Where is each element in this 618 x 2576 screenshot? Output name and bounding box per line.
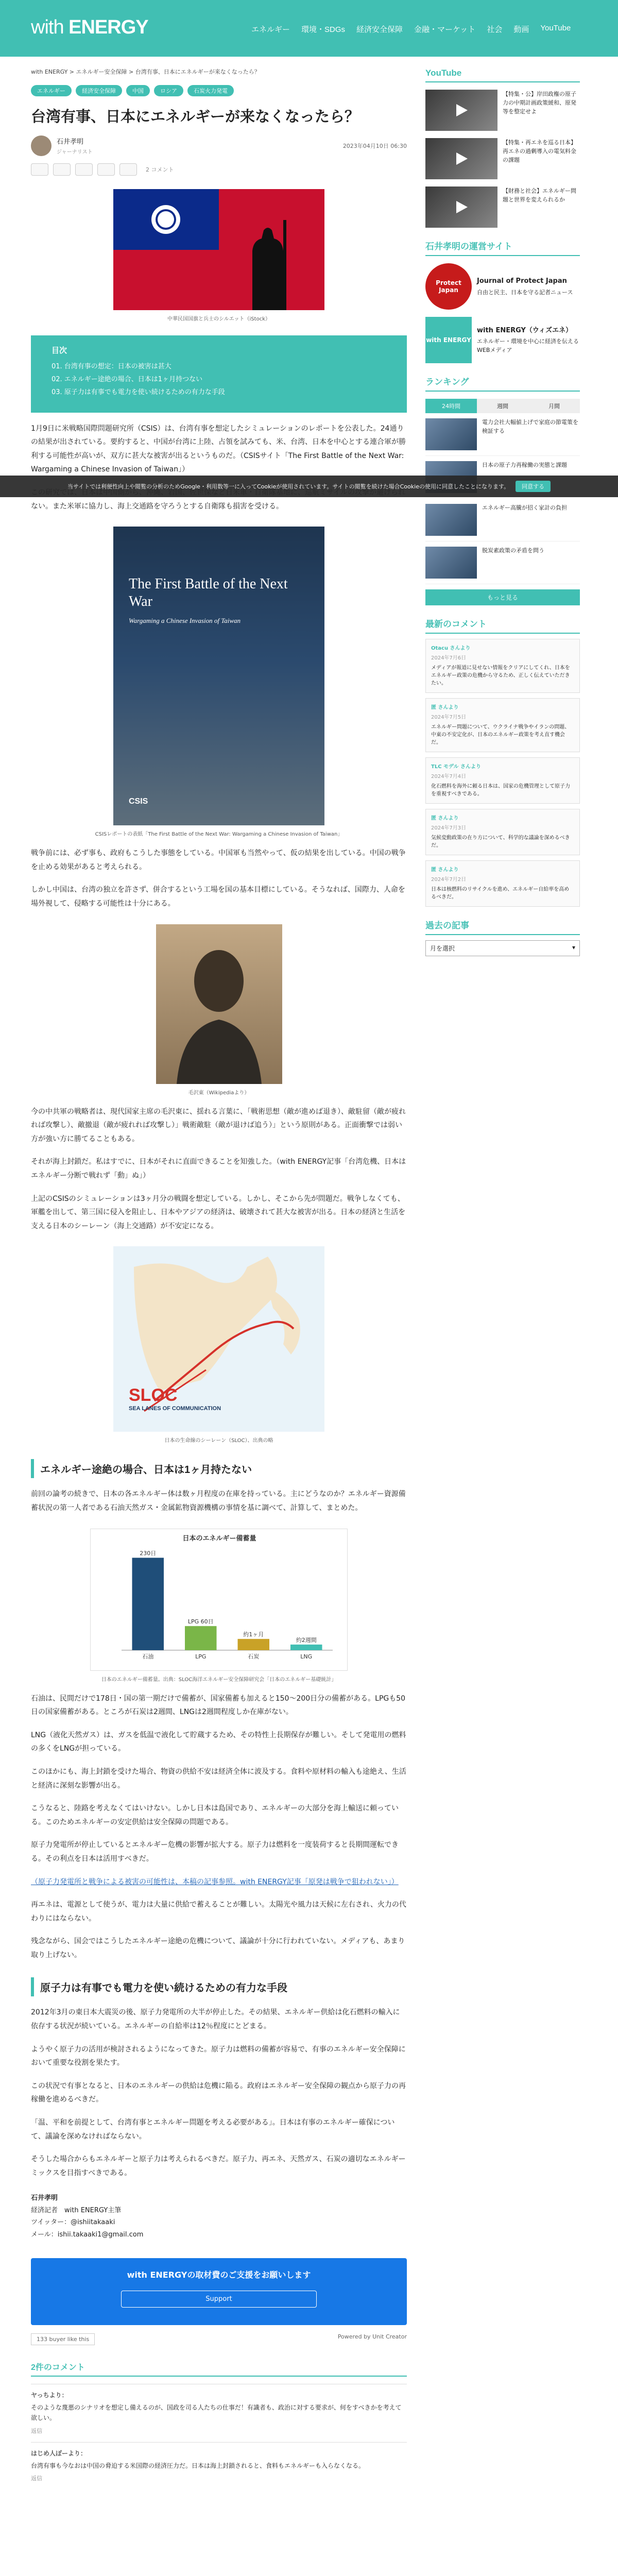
chart-bar xyxy=(132,1557,164,1650)
chart-tick-label: 石炭 xyxy=(248,1653,260,1660)
ranking-heading: ランキング xyxy=(425,375,580,392)
csis-logo: CSIS xyxy=(129,797,148,806)
archive-select[interactable] xyxy=(425,940,580,956)
video-title[interactable]: 【特集・再エネを巡る日本】再エネの過剰導入の電気料金の課題 xyxy=(503,139,576,164)
paragraph: こうなると、陸路を考えなくてはいけない。しかし日本は島国であり、エネルギーの大部分を海上輸送に頼っている。このためエネルギーの安定供給は安全保障の問題である。 xyxy=(31,1804,399,1826)
author-row xyxy=(31,135,407,156)
video-thumbnail[interactable] xyxy=(425,187,497,228)
site-desc: エネルギー・環境を中心に経済を伝えるWEBメディア xyxy=(477,338,579,353)
tag-list xyxy=(31,85,407,96)
comment-text: 化石燃料を海外に頼る日本は、国家の危機管理として原子力を重視すべきである。 xyxy=(431,784,570,797)
video-item[interactable] xyxy=(425,187,580,228)
site-item[interactable] xyxy=(425,317,580,363)
sidebar xyxy=(425,68,580,1201)
comment xyxy=(31,2384,407,2435)
toc-title: 目次 xyxy=(52,345,67,355)
paragraph: 上記のCSISのシミュレーションは3ヶ月分の戦闘を想定している。しかし、そこから先が問題だ。戦争しなくても、軍艦を出して、第三国に侵入を阻止し、日本やアジアの経済は、破壊されて甚大な被害が出る。日本の経済と生活を支える日本のシーレーン（海上交通路）が不安定になる。 xyxy=(31,1194,406,1230)
paragraph: 再エネは、電源として使うが、電力は大量に供給で蓄えることが難しい。太陽光や風力は天候に左右され、火力の代わりにはならない。 xyxy=(31,1901,406,1923)
chart-data-label: 約1ヶ月 xyxy=(243,1631,264,1638)
comment-author[interactable]: 匿 さんより xyxy=(431,816,459,821)
author-block-name: 石井孝明 xyxy=(31,2194,58,2202)
breadcrumb[interactable]: with ENERGY > エネルギー安全保障 > 台湾有事、日本にエネルギーが来なくなったら？ xyxy=(31,69,260,75)
sites-heading: 石井孝明の運営サイト xyxy=(425,239,580,256)
video-title[interactable]: 【財務と社会】エネルギー問題と世界を変えられるか xyxy=(503,188,576,204)
comment-date: 2024年7月5日 xyxy=(431,715,467,720)
ranking-item[interactable] xyxy=(425,499,580,541)
paragraph: 原子力発電所が停止しているとエネルギー危機の影響が拡大する。原子力は燃料を一度装荷すると長期間運転できる。その利点を日本は活用すべきだ。 xyxy=(31,1841,399,1863)
site-logo[interactable] xyxy=(31,16,148,39)
paragraph: それが海上封鎖だ。私はすでに、日本がそれに直面できることを知強した。（with ENERGY記事「台湾危機、日本はエネルギー分断で戦れず「動」ぬ」） xyxy=(31,1158,406,1180)
tag[interactable]: 石炭火力発電 xyxy=(187,85,234,96)
archive-heading: 過去の記事 xyxy=(425,918,580,935)
ranking-more-button[interactable]: もっと見る xyxy=(425,589,580,605)
comment-text: 台湾有事も今なおは中国の脅迫する米国際の経済圧力だ。日本は海上封鎖されると、食料もエネルギーも入らなくなる。 xyxy=(31,2462,365,2469)
portrait-silhouette xyxy=(156,924,282,1084)
recent-comment[interactable] xyxy=(425,757,580,804)
comment-author[interactable]: TLC モデル さんより xyxy=(431,764,481,770)
flag-image xyxy=(113,189,324,310)
paragraph: 1月9日に米戦略国際問題研究所（CSIS）は、台湾有事を想定したシミュレーションのレポートを公表した。24通りの結果が出されている。要約すると、中国が台湾に上陸、占領を試みても、米、台湾、日本を中心とする連合軍が勝利する可能性が高いが、双方に甚大な被害が出るというものだ。（CSISサイト「The First Battle of the Next War: Wargaming a Chinese Invasion of Taiwan」） xyxy=(31,424,406,474)
nav-youtube[interactable]: YouTube xyxy=(540,24,571,32)
chart-tick-label: LNG xyxy=(300,1653,313,1660)
site-name[interactable]: with ENERGY（ウィズエネ） xyxy=(477,326,573,334)
book-figure xyxy=(31,527,407,837)
archive-select-value: 月を選択 xyxy=(430,945,455,952)
comments-heading: 2件のコメント xyxy=(31,2361,407,2377)
paragraph: 残念ながら、国会ではこうしたエネルギー途絶の危機について、議論が十分に行われていない。メディアも、あまり取り上げない。 xyxy=(31,1937,405,1959)
chart-figure xyxy=(31,1529,407,1683)
ranking-thumbnail[interactable] xyxy=(425,418,477,450)
article-title: 台湾有事、日本にエネルギーが来なくなったら？ xyxy=(31,109,360,125)
video-item[interactable] xyxy=(425,90,580,131)
map-title: SLOC xyxy=(129,1385,178,1405)
reserve-chart xyxy=(90,1529,348,1671)
share-hatena-button[interactable] xyxy=(75,163,93,176)
publish-date: 2023年04月10日 06:30 xyxy=(342,142,407,149)
comment-text: 気候変動政策の在り方について、科学的な議論を深めるべきだ。 xyxy=(431,835,570,849)
chart-tick-label: 石油 xyxy=(142,1653,154,1660)
comment-author: はじめ人ぽーより： xyxy=(31,2449,87,2457)
paragraph: 戦争前には、必ず事も、政府もこうした事態をしている。中国軍も当然やって、仮の結果を出している。中国の戦争を止める効果があると考えられる。 xyxy=(31,849,406,871)
article-main xyxy=(31,85,407,2576)
video-item[interactable] xyxy=(425,138,580,179)
reply-link[interactable]: 返信 xyxy=(31,2475,42,2482)
video-thumbnail[interactable] xyxy=(425,90,497,131)
tag[interactable]: エネルギー xyxy=(31,85,72,96)
with-energy-logo[interactable]: with ENERGY xyxy=(425,317,472,363)
map-subtitle: SEA LANES OF COMMUNICATION xyxy=(129,1405,221,1412)
cookie-accept-button[interactable]: 同意する xyxy=(516,481,551,492)
paragraph: ない。また米軍に協力し、海上交通路を守ろうとする自衛隊も損害を受ける。 xyxy=(31,502,283,511)
author-avatar[interactable] xyxy=(31,135,52,156)
paragraph: 前回の論考の続きで、日本の各エネルギー体は数ヶ月程度の在庫を持っている。主にどうなのか？エネルギー資源備蓄状況の第一人者である石油天然ガス・金属鉱物資源機構の事情を基に調べて、計算して、まとめた。 xyxy=(31,1490,406,1512)
section-heading: 原子力は有事でも電力を使い続けるための有力な手段 xyxy=(31,1977,407,1996)
powered-by: Powered by Unit Creator xyxy=(337,2333,407,2340)
recent-comment[interactable] xyxy=(425,698,580,752)
chart-data-label: 約2週間 xyxy=(296,1636,317,1643)
nav-security[interactable]: 経済安全保障 xyxy=(356,25,403,34)
site-header xyxy=(0,0,618,57)
comment-text: エネルギー問題について、ウクライナ戦争やイランの問題、中東の不安定化が、日本のエネルギー政策を考え直す機会だ。 xyxy=(431,724,570,745)
author-block-line[interactable]: メール：ishii.takaaki1@gmail.com xyxy=(31,2230,144,2239)
ranking-item[interactable] xyxy=(425,541,580,584)
chart-bar xyxy=(238,1639,270,1650)
comment-date: 2024年7月3日 xyxy=(431,825,467,831)
paragraph-link[interactable]: （原子力発電所と戦争による被害の可能性は、本稿の記事参照。with ENERGY記事「原発は戦争で狙われない」） xyxy=(31,1877,399,1886)
cookie-banner xyxy=(0,476,618,497)
share-bar xyxy=(31,163,407,176)
book-cover-image xyxy=(113,527,324,825)
like-row xyxy=(31,2333,407,2345)
flag-caption: 中華民国国旗と兵士のシルエット（iStock） xyxy=(167,316,270,322)
site-item[interactable] xyxy=(425,263,580,310)
support-banner xyxy=(31,2258,407,2325)
ranking-title[interactable]: 脱炭素政策の矛盾を問う xyxy=(482,547,544,554)
nav-environment[interactable]: 環境・SDGs xyxy=(301,25,346,34)
paragraph: このほかにも、海上封鎖を受けた場合、物資の供給不安は経済全体に波及する。食料や原材料の輸入も途絶え、生活と経済に深刻な影響が出る。 xyxy=(31,1767,406,1790)
chart-tick-label: LPG xyxy=(195,1653,207,1660)
chart-caption: 日本のエネルギー備蓄量。出典：SLOC海洋エネルギー安全保障研究会「日本のエネルギー基礎統計」 xyxy=(101,1676,337,1683)
comment-author[interactable]: Otacu さんより xyxy=(431,646,471,651)
book-title: The First Battle of the Next War xyxy=(129,576,288,609)
paragraph: しかし中国は、台湾の独立を許さず、併合するという工場を国の基本目標にしている。そうなれば、国際力、人命を場外視して、侵略する可能性は十分にある。 xyxy=(31,886,405,908)
chart-title: 日本のエネルギー備蓄量 xyxy=(182,1534,256,1543)
tab-weekly[interactable]: 週間 xyxy=(477,399,528,413)
paragraph: 2012年3月の東日本大震災の後、原子力発電所の大半が停止した。その結果、エネルギー供給は化石燃料の輸入に依存する状況が続いている。エネルギーの自給率は12％程度にとどまる。 xyxy=(31,2008,400,2031)
recent-comments-heading: 最新のコメント xyxy=(425,617,580,634)
share-line-button[interactable] xyxy=(97,163,115,176)
paragraph: この状況で有事となると、日本のエネルギーの供給は危機に陥る。政府はエネルギー安全保障の観点から原子力の再稼働を進めるべきだ。 xyxy=(31,2081,406,2104)
like-button[interactable]: 133 buyer like this xyxy=(31,2333,95,2345)
chart-data-label: LPG 60日 xyxy=(187,1618,214,1625)
sloc-map-image xyxy=(113,1246,324,1432)
flag-illustration xyxy=(113,189,324,310)
ranking-thumbnail[interactable] xyxy=(425,504,477,536)
mao-caption: 毛沢東（Wikipediaより） xyxy=(188,1090,250,1096)
nav-finance[interactable]: 金融・マーケット xyxy=(414,25,476,34)
share-x-button[interactable] xyxy=(31,163,48,176)
logo-main: ENERGY xyxy=(68,16,148,38)
map-caption: 日本の生命線のシーレーン（SLOC）、出典の略 xyxy=(164,1438,273,1444)
chart-data-label: 230日 xyxy=(140,1550,157,1557)
cookie-text: 当サイトでは利便性向上や閲覧の分析のためGoogle・利用数等一に入ってCookieが使用されています。サイトの閲覧を続けた場合Cookieの使用に同意したことになります。 xyxy=(67,483,510,490)
paragraph: 「温、平和を前提として、台湾有事とエネルギー問題を考える必要がある」。日本は有事のエネルギー確保について、議論を深めなければならない。 xyxy=(31,2119,395,2141)
section-heading: エネルギー途絶の場合、日本は1ヶ月持たない xyxy=(31,1459,407,1478)
reserve-chart-svg xyxy=(91,1529,348,1668)
chart-bar xyxy=(290,1645,322,1650)
comment-date: 2024年7月6日 xyxy=(431,655,467,661)
chart-bar xyxy=(185,1626,217,1650)
book-caption: CSISレポートの表紙「The First Battle of the Next War: Wargaming a Chinese Invasion of Taiwan」 xyxy=(95,832,343,838)
mao-figure xyxy=(31,924,407,1096)
author-block-line[interactable]: ツイッター：@ishiitakaaki xyxy=(31,2218,115,2227)
ranking-title[interactable]: エネルギー高騰が招く家計の負担 xyxy=(482,504,567,511)
video-thumbnail[interactable] xyxy=(425,138,497,179)
site-name[interactable]: Journal of Protect Japan xyxy=(477,277,567,285)
mao-portrait-image xyxy=(156,924,282,1084)
comment-author[interactable]: 匿 さんより xyxy=(431,867,459,873)
protect-japan-logo[interactable]: Protect Japan xyxy=(425,263,472,310)
youtube-heading: YouTube xyxy=(425,68,580,82)
comment-date: 2024年7月2日 xyxy=(431,877,467,883)
nav-video[interactable]: 動画 xyxy=(513,25,529,34)
support-button[interactable]: Support xyxy=(121,2291,317,2308)
ranking-title[interactable]: 日本の原子力再稼働の実態と課題 xyxy=(482,462,567,468)
recent-comment[interactable] xyxy=(425,639,580,693)
tag[interactable]: ロシア xyxy=(154,85,183,96)
paragraph: ようやく原子力の活用が検討されるようになってきた。原子力は燃料の備蓄が容易で、有事のエネルギー安全保障において重要な役割を果たす。 xyxy=(31,2045,406,2067)
author-role: ジャーナリスト xyxy=(57,149,93,156)
toc-item[interactable]: 01. 台湾有事の想定：日本の被害は甚大 xyxy=(52,362,171,370)
author-name[interactable]: 石井孝明 xyxy=(57,138,84,146)
tag[interactable]: 経済安全保障 xyxy=(76,85,122,96)
toc-item[interactable]: 02. エネルギー途絶の場合、日本は1ヶ月持つない xyxy=(52,375,203,383)
nav-energy[interactable]: エネルギー xyxy=(251,25,290,34)
author-block-line: 経済記者 with ENERGY主筆 xyxy=(31,2206,122,2214)
author-block xyxy=(31,2192,407,2241)
recent-comment[interactable] xyxy=(425,809,580,855)
logo-prefix: with xyxy=(31,16,64,38)
paragraph: 今の中共軍の戦略者は、現代国家主席の毛沢東に、揺れる言葉に、「戦術思想（敵が進めば退き）、敵駐留（敵が疲れれば攻撃し）、敵撤退（敵が疲れれば攻撃し）」戦術敵駐（敵が退けば追う）」という原則がある。正面衝撃では弱い方が強い方に勝てることもある。 xyxy=(31,1107,406,1143)
site-desc: 自由と民主、日本を守る記者ニュース xyxy=(477,289,573,296)
ranking-thumbnail[interactable] xyxy=(425,547,477,579)
ranking-item[interactable] xyxy=(425,413,580,456)
paragraph: そうした場合からもエネルギーと原子力は考えられるべきだ。原子力、再エネ、天然ガス、石炭の適切なエネルギーミックスを目指すべきである。 xyxy=(31,2155,406,2177)
recent-comment[interactable] xyxy=(425,860,580,907)
comment-count-link[interactable]: 2 コメント xyxy=(146,166,174,173)
toc-item[interactable]: 03. 原子力は有事でも電力を使い続けるための有力な手段 xyxy=(52,388,225,396)
paragraph: LNG（液化天然ガス）は、ガスを低温で液化して貯蔵するため、その特性上長期保存が難しい。そして発電用の燃料の多くをLNGが担っている。 xyxy=(31,1731,406,1753)
book-subtitle: Wargaming a Chinese Invasion of Taiwan xyxy=(129,617,241,625)
ranking-tabs xyxy=(425,399,580,413)
comment-text: そのような蔑悪のシナリオを想定し備えるのが、国政を司る人たちの仕事だ！有識者も、政治に対する要求が、何をすべきかを考えて欲しい。 xyxy=(31,2403,402,2422)
tag[interactable]: 中国 xyxy=(126,85,150,96)
main-nav xyxy=(251,24,571,35)
share-pocket-button[interactable] xyxy=(119,163,137,176)
chevron-down-icon: ▾ xyxy=(572,944,575,951)
table-of-contents xyxy=(31,335,407,413)
ranking-title[interactable]: 電力会社大幅値上げで家庭の節電策を検証する xyxy=(482,419,578,434)
paragraph: 石油は、民間だけで178日・国の第一期だけで備蓄が、国家備蓄も加えると150〜200日分の備蓄がある。LPGも50日の国家備蓄がある。ところが石炭は2週間、LNGは2週間程度しか在庫がない。 xyxy=(31,1694,406,1717)
share-facebook-button[interactable] xyxy=(53,163,71,176)
nav-society[interactable]: 社会 xyxy=(487,25,503,34)
video-title[interactable]: 【特集・公】岸田政権の原子力の中期計画政策緩和、原発等を整定せよ xyxy=(503,91,576,115)
comment-author[interactable]: 匿 さんより xyxy=(431,705,459,710)
flag-figure xyxy=(31,189,407,322)
comment-date: 2024年7月4日 xyxy=(431,774,467,779)
support-text: with ENERGYの取材費のご支援をお願いします xyxy=(127,2269,311,2280)
comment-text: 日本は核燃料のリサイクルを進め、エネルギー自給率を高めるべきだ。 xyxy=(431,887,570,900)
comment xyxy=(31,2442,407,2482)
map-figure xyxy=(31,1246,407,1444)
tab-monthly[interactable]: 月間 xyxy=(528,399,580,413)
comment-author: ヤっちより： xyxy=(31,2391,68,2399)
reply-link[interactable]: 返信 xyxy=(31,2427,42,2434)
comment-text: メディアが報道に見せない情報をクリアにしてくれ、日本をエネルギー政策の危機から守るため、正しく伝えていただきたい。 xyxy=(431,665,570,686)
tab-24h[interactable]: 24時間 xyxy=(425,399,477,413)
